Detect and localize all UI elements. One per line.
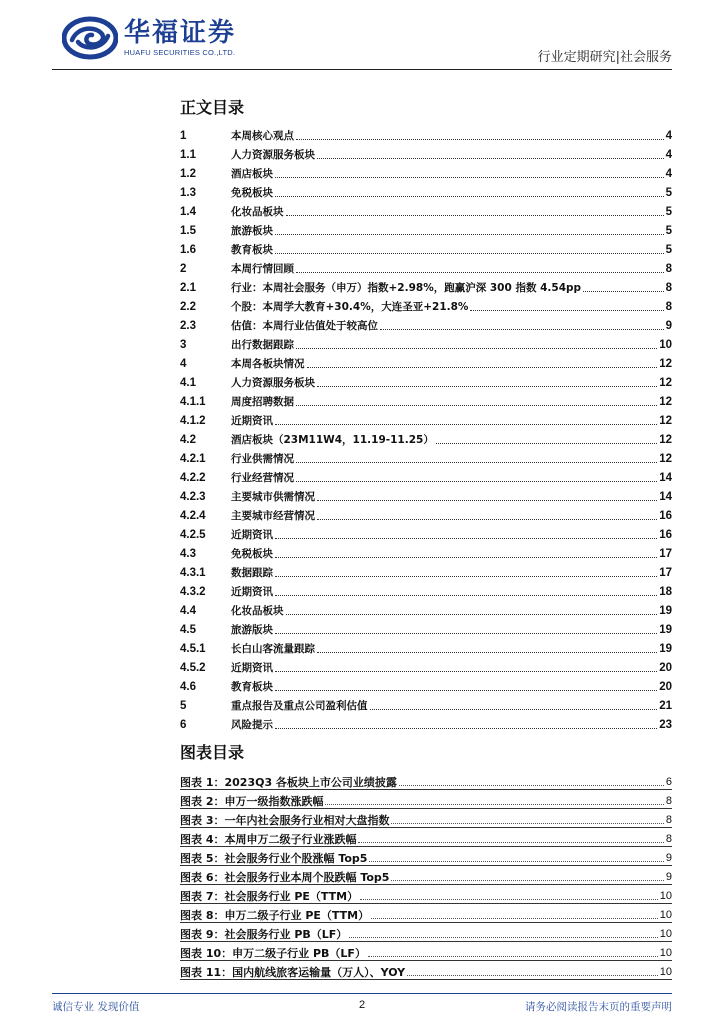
figure-entry-title[interactable]: 本周申万二级子行业涨跌幅 xyxy=(224,832,357,846)
table-of-contents xyxy=(180,126,672,735)
dot-leader xyxy=(399,775,664,786)
toc-entry-number: 4.3.1 xyxy=(180,566,206,579)
figure-entry-label: 图表 8： xyxy=(180,908,225,922)
dot-leader xyxy=(275,680,657,691)
figure-entry[interactable] xyxy=(180,791,672,810)
toc-entry[interactable] xyxy=(180,487,672,506)
toc-entry-page: 8 xyxy=(665,262,672,275)
dot-leader xyxy=(371,908,658,919)
toc-entry[interactable] xyxy=(180,354,672,373)
toc-entry-number: 3 xyxy=(180,338,187,351)
toc-entry-page: 16 xyxy=(659,528,672,541)
figure-entry-label: 图表 6： xyxy=(180,870,225,884)
dot-leader xyxy=(358,832,663,843)
figure-entry-underline xyxy=(180,903,672,904)
dot-leader xyxy=(470,300,663,311)
figure-entry[interactable] xyxy=(180,924,672,943)
toc-entry-number: 4.5.1 xyxy=(180,642,206,655)
toc-entry[interactable] xyxy=(180,164,672,183)
page-header xyxy=(0,0,724,70)
toc-entry-number: 2.1 xyxy=(180,281,196,294)
toc-entry-title[interactable]: 本周各板块情况 xyxy=(231,358,305,371)
toc-entry[interactable] xyxy=(180,183,672,202)
toc-entry-title[interactable]: 近期资讯 xyxy=(231,662,273,675)
toc-entry-number: 4.4 xyxy=(180,604,196,617)
toc-entry-page: 12 xyxy=(659,433,672,446)
toc-entry-number: 4.2.5 xyxy=(180,528,206,541)
toc-entry-title[interactable]: 本周行情回顾 xyxy=(231,263,294,276)
figure-entry[interactable] xyxy=(180,848,672,867)
figure-entry-underline xyxy=(180,789,672,790)
figure-entry-title[interactable]: 社会服务行业 PE（TTM） xyxy=(224,889,359,903)
toc-entry[interactable] xyxy=(180,449,672,468)
figure-entry-page: 8 xyxy=(665,794,672,807)
toc-entry-page: 4 xyxy=(665,148,672,161)
toc-entry[interactable] xyxy=(180,430,672,449)
dot-leader xyxy=(275,167,664,178)
figure-entry-label: 图表 3： xyxy=(180,813,225,827)
toc-entry-page: 19 xyxy=(659,604,672,617)
toc-entry[interactable] xyxy=(180,658,672,677)
toc-entry-number: 4.1.1 xyxy=(180,395,206,408)
toc-entry-page: 9 xyxy=(665,319,672,332)
toc-entry-title[interactable]: 周度招聘数据 xyxy=(231,396,294,409)
toc-entry-number: 4.5 xyxy=(180,623,196,636)
figure-entry-page: 10 xyxy=(659,927,672,940)
toc-entry-number: 1.4 xyxy=(180,205,196,218)
toc-entry-title[interactable]: 化妆品板块 xyxy=(231,605,284,618)
toc-entry-page: 12 xyxy=(659,414,672,427)
dot-leader xyxy=(407,965,658,976)
toc-entry-number: 2.2 xyxy=(180,300,196,313)
figure-entry-underline xyxy=(180,979,672,980)
dot-leader xyxy=(317,642,657,653)
figure-entry[interactable] xyxy=(180,962,672,981)
toc-entry-page: 21 xyxy=(659,699,672,712)
toc-entry-title[interactable]: 数据跟踪 xyxy=(231,567,273,580)
dot-leader xyxy=(370,699,658,710)
dot-leader xyxy=(391,813,663,824)
toc-entry[interactable] xyxy=(180,392,672,411)
figure-entry-page: 10 xyxy=(659,946,672,959)
toc-entry[interactable] xyxy=(180,544,672,563)
toc-entry-title[interactable]: 行业经营情况 xyxy=(231,472,294,485)
toc-entry-title[interactable]: 估值：本周行业估值处于较高位 xyxy=(231,320,378,333)
toc-entry-page: 19 xyxy=(659,642,672,655)
dot-leader xyxy=(369,851,663,862)
figure-entry[interactable] xyxy=(180,867,672,886)
toc-entry-title[interactable]: 酒店板块 xyxy=(231,168,273,181)
toc-entry-title[interactable]: 免税板块 xyxy=(231,548,273,561)
figure-entry-title[interactable]: 申万二级子行业 PE（TTM） xyxy=(224,908,370,922)
toc-entry-title[interactable]: 近期资讯 xyxy=(231,586,273,599)
toc-entry-number: 1.2 xyxy=(180,167,196,180)
toc-entry-page: 20 xyxy=(659,680,672,693)
figure-entry-label: 图表 11： xyxy=(180,965,233,979)
toc-entry-page: 5 xyxy=(665,186,672,199)
footer-disclaimer: 请务必阅读报告末页的重要声明 xyxy=(525,1001,672,1013)
figures-heading: 图表目录 xyxy=(180,743,245,762)
footer-divider xyxy=(52,993,672,994)
toc-entry-page: 12 xyxy=(659,395,672,408)
dot-leader xyxy=(391,870,663,881)
toc-entry[interactable] xyxy=(180,297,672,316)
toc-entry-page: 18 xyxy=(659,585,672,598)
toc-entry[interactable] xyxy=(180,221,672,240)
dot-leader xyxy=(307,357,658,368)
toc-entry-title[interactable]: 人力资源服务板块 xyxy=(231,149,315,162)
dot-leader xyxy=(380,319,664,330)
toc-entry-title[interactable]: 风险提示 xyxy=(231,719,273,732)
toc-entry-title[interactable]: 行业供需情况 xyxy=(231,453,294,466)
figure-entry[interactable] xyxy=(180,905,672,924)
toc-entry-number: 4 xyxy=(180,357,187,370)
toc-entry-title[interactable]: 重点报告及重点公司盈利估值 xyxy=(231,700,368,713)
toc-entry-title[interactable]: 化妆品板块 xyxy=(231,206,284,219)
toc-entry[interactable] xyxy=(180,468,672,487)
dot-leader xyxy=(296,262,664,273)
list-of-figures xyxy=(180,772,672,981)
figure-entry-title[interactable]: 一年内社会服务行业相对大盘指数 xyxy=(224,813,390,827)
toc-entry-number: 2.3 xyxy=(180,319,196,332)
toc-entry[interactable] xyxy=(180,126,672,145)
toc-entry-number: 4.3.2 xyxy=(180,585,206,598)
figure-entry-underline xyxy=(180,827,672,828)
dot-leader xyxy=(296,395,657,406)
dot-leader xyxy=(275,623,657,634)
dot-leader xyxy=(325,794,663,805)
header-divider xyxy=(52,69,672,70)
figure-entry-underline xyxy=(180,960,672,961)
dot-leader xyxy=(296,452,657,463)
dot-leader xyxy=(275,718,657,729)
toc-entry-title[interactable]: 长白山客流量跟踪 xyxy=(231,643,315,656)
toc-entry[interactable] xyxy=(180,639,672,658)
figure-entry-label: 图表 4： xyxy=(180,832,225,846)
dot-leader xyxy=(349,927,657,938)
toc-entry[interactable] xyxy=(180,411,672,430)
figure-entry-label: 图表 5： xyxy=(180,851,225,865)
toc-entry-title[interactable]: 出行数据跟踪 xyxy=(231,339,294,352)
toc-entry-number: 4.2 xyxy=(180,433,196,446)
toc-entry[interactable] xyxy=(180,582,672,601)
dot-leader xyxy=(360,889,658,900)
dot-leader xyxy=(317,490,657,501)
toc-entry-title[interactable]: 行业：本周社会服务（申万）指数+2.98%，跑赢沪深 300 指数 4.54pp xyxy=(231,282,582,295)
figure-entry-underline xyxy=(180,941,672,942)
toc-entry-number: 1.3 xyxy=(180,186,196,199)
footer-slogan: 诚信专业 发现价值 xyxy=(52,1001,140,1013)
toc-entry-number: 1.6 xyxy=(180,243,196,256)
toc-entry-number: 6 xyxy=(180,718,187,731)
figure-entry[interactable] xyxy=(180,943,672,962)
toc-entry-page: 19 xyxy=(659,623,672,636)
toc-entry-page: 10 xyxy=(659,338,672,351)
toc-entry[interactable] xyxy=(180,259,672,278)
dot-leader xyxy=(275,585,657,596)
toc-entry[interactable] xyxy=(180,202,672,221)
dot-leader xyxy=(275,224,664,235)
toc-entry-page: 5 xyxy=(665,205,672,218)
toc-entry-title[interactable]: 免税板块 xyxy=(231,187,273,200)
figure-entry-title[interactable]: 社会服务行业 PB（LF） xyxy=(224,927,348,941)
toc-entry-number: 4.2.1 xyxy=(180,452,206,465)
toc-entry-page: 17 xyxy=(659,547,672,560)
toc-entry-number: 1.1 xyxy=(180,148,196,161)
toc-entry-number: 4.5.2 xyxy=(180,661,206,674)
dot-leader xyxy=(583,281,664,292)
dot-leader xyxy=(275,547,657,558)
figure-entry-page: 6 xyxy=(665,775,672,788)
toc-entry-title[interactable]: 旅游板块 xyxy=(231,225,273,238)
toc-entry[interactable] xyxy=(180,145,672,164)
logo-english-name: HUAFU SECURITIES CO.,LTD. xyxy=(124,48,236,57)
toc-entry[interactable] xyxy=(180,696,672,715)
toc-entry-number: 4.2.4 xyxy=(180,509,206,522)
toc-entry-number: 4.3 xyxy=(180,547,196,560)
dot-leader xyxy=(317,376,657,387)
dot-leader xyxy=(275,566,657,577)
toc-entry-page: 23 xyxy=(659,718,672,731)
toc-entry[interactable] xyxy=(180,563,672,582)
figure-entry-title[interactable]: 申万二级子行业 PB（LF） xyxy=(232,946,366,960)
toc-entry-number: 2 xyxy=(180,262,187,275)
figure-entry-label: 图表 2： xyxy=(180,794,225,808)
figure-entry-underline xyxy=(180,865,672,866)
toc-entry-number: 4.6 xyxy=(180,680,196,693)
dot-leader xyxy=(275,528,657,539)
figure-entry[interactable] xyxy=(180,810,672,829)
dot-leader xyxy=(275,661,657,672)
figure-entry-page: 9 xyxy=(665,870,672,883)
figure-entry-page: 8 xyxy=(665,832,672,845)
toc-entry-page: 12 xyxy=(659,376,672,389)
toc-entry-title[interactable]: 教育板块 xyxy=(231,244,273,257)
toc-entry[interactable] xyxy=(180,240,672,259)
toc-entry-number: 4.1 xyxy=(180,376,196,389)
dot-leader xyxy=(286,604,658,615)
page-number: 2 xyxy=(358,999,366,1011)
figure-entry-label: 图表 1： xyxy=(180,775,225,789)
toc-entry[interactable] xyxy=(180,335,672,354)
dot-leader xyxy=(296,471,657,482)
toc-entry-number: 1.5 xyxy=(180,224,196,237)
toc-entry-page: 14 xyxy=(659,471,672,484)
toc-entry-title[interactable]: 本周核心观点 xyxy=(231,130,294,142)
toc-entry-page: 5 xyxy=(665,224,672,237)
toc-entry-title[interactable]: 酒店板块（23M11W4，11.19-11.25） xyxy=(231,434,434,447)
toc-entry[interactable] xyxy=(180,620,672,639)
toc-entry[interactable] xyxy=(180,715,672,734)
figure-entry-underline xyxy=(180,808,672,809)
toc-entry-number: 4.1.2 xyxy=(180,414,206,427)
toc-entry-page: 4 xyxy=(665,129,672,142)
toc-entry-page: 12 xyxy=(659,357,672,370)
toc-entry-number: 4.2.2 xyxy=(180,471,206,484)
figure-entry-title[interactable]: 国内航线旅客运输量（万人）、YOY xyxy=(232,965,406,979)
toc-entry-page: 14 xyxy=(659,490,672,503)
toc-entry-title[interactable]: 主要城市经营情况 xyxy=(231,510,315,523)
toc-entry-number: 5 xyxy=(180,699,187,712)
toc-heading: 正文目录 xyxy=(180,98,245,117)
figure-entry[interactable] xyxy=(180,886,672,905)
huafu-logo-icon xyxy=(62,16,118,60)
toc-entry[interactable] xyxy=(180,506,672,525)
figure-entry[interactable] xyxy=(180,829,672,848)
toc-entry-page: 8 xyxy=(665,300,672,313)
toc-entry-page: 16 xyxy=(659,509,672,522)
toc-entry-title[interactable]: 个股：本周学大教育+30.4%，大连圣亚+21.8% xyxy=(231,301,469,314)
toc-entry[interactable] xyxy=(180,677,672,696)
toc-entry-page: 5 xyxy=(665,243,672,256)
dot-leader xyxy=(368,946,658,957)
dot-leader xyxy=(286,205,664,216)
figure-entry-title[interactable]: 社会服务行业本周个股跌幅 Top5 xyxy=(224,870,390,884)
dot-leader xyxy=(275,243,664,254)
dot-leader xyxy=(317,148,664,159)
toc-entry-page: 12 xyxy=(659,452,672,465)
dot-leader xyxy=(296,129,664,140)
dot-leader xyxy=(275,414,657,425)
toc-entry-page: 4 xyxy=(665,167,672,180)
figure-entry-underline xyxy=(180,846,672,847)
toc-entry-title[interactable]: 近期资讯 xyxy=(231,415,273,428)
figure-entry-label: 图表 7： xyxy=(180,889,225,903)
toc-entry[interactable] xyxy=(180,525,672,544)
figure-entry-title[interactable]: 申万一级指数涨跌幅 xyxy=(224,794,324,808)
toc-entry-title[interactable]: 旅游版块 xyxy=(231,624,273,637)
toc-entry-number: 1 xyxy=(180,129,187,142)
toc-entry-number: 4.2.3 xyxy=(180,490,206,503)
toc-entry-title[interactable]: 主要城市供需情况 xyxy=(231,491,315,504)
figure-entry-page: 10 xyxy=(659,889,672,902)
toc-entry-page: 17 xyxy=(659,566,672,579)
toc-entry-title[interactable]: 近期资讯 xyxy=(231,529,273,542)
dot-leader xyxy=(317,509,657,520)
figure-entry-title[interactable]: 2023Q3 各板块上市公司业绩披露 xyxy=(224,775,397,789)
toc-entry[interactable] xyxy=(180,278,672,297)
figure-entry-page: 8 xyxy=(665,813,672,826)
figure-entry-page: 10 xyxy=(659,908,672,921)
toc-entry[interactable] xyxy=(180,373,672,392)
figure-entry-page: 9 xyxy=(665,851,672,864)
figure-entry-label: 图表 10： xyxy=(180,946,233,960)
figure-entry-underline xyxy=(180,884,672,885)
figure-entry-title[interactable]: 社会服务行业个股涨幅 Top5 xyxy=(224,851,368,865)
toc-entry-page: 8 xyxy=(665,281,672,294)
toc-entry[interactable] xyxy=(180,316,672,335)
figure-entry-label: 图表 9： xyxy=(180,927,225,941)
figure-entry-underline xyxy=(180,922,672,923)
logo-chinese-name: 华福证券 xyxy=(124,18,237,48)
report-type: 行业定期研究|社会服务 xyxy=(537,50,672,65)
dot-leader xyxy=(275,186,664,197)
toc-entry-title[interactable]: 人力资源服务板块 xyxy=(231,377,315,390)
dot-leader xyxy=(296,338,657,349)
figure-entry[interactable] xyxy=(180,772,672,791)
toc-entry-page: 20 xyxy=(659,661,672,674)
toc-entry[interactable] xyxy=(180,601,672,620)
toc-entry-title[interactable]: 教育板块 xyxy=(231,681,273,694)
dot-leader xyxy=(436,433,657,444)
figure-entry-page: 10 xyxy=(659,965,672,978)
